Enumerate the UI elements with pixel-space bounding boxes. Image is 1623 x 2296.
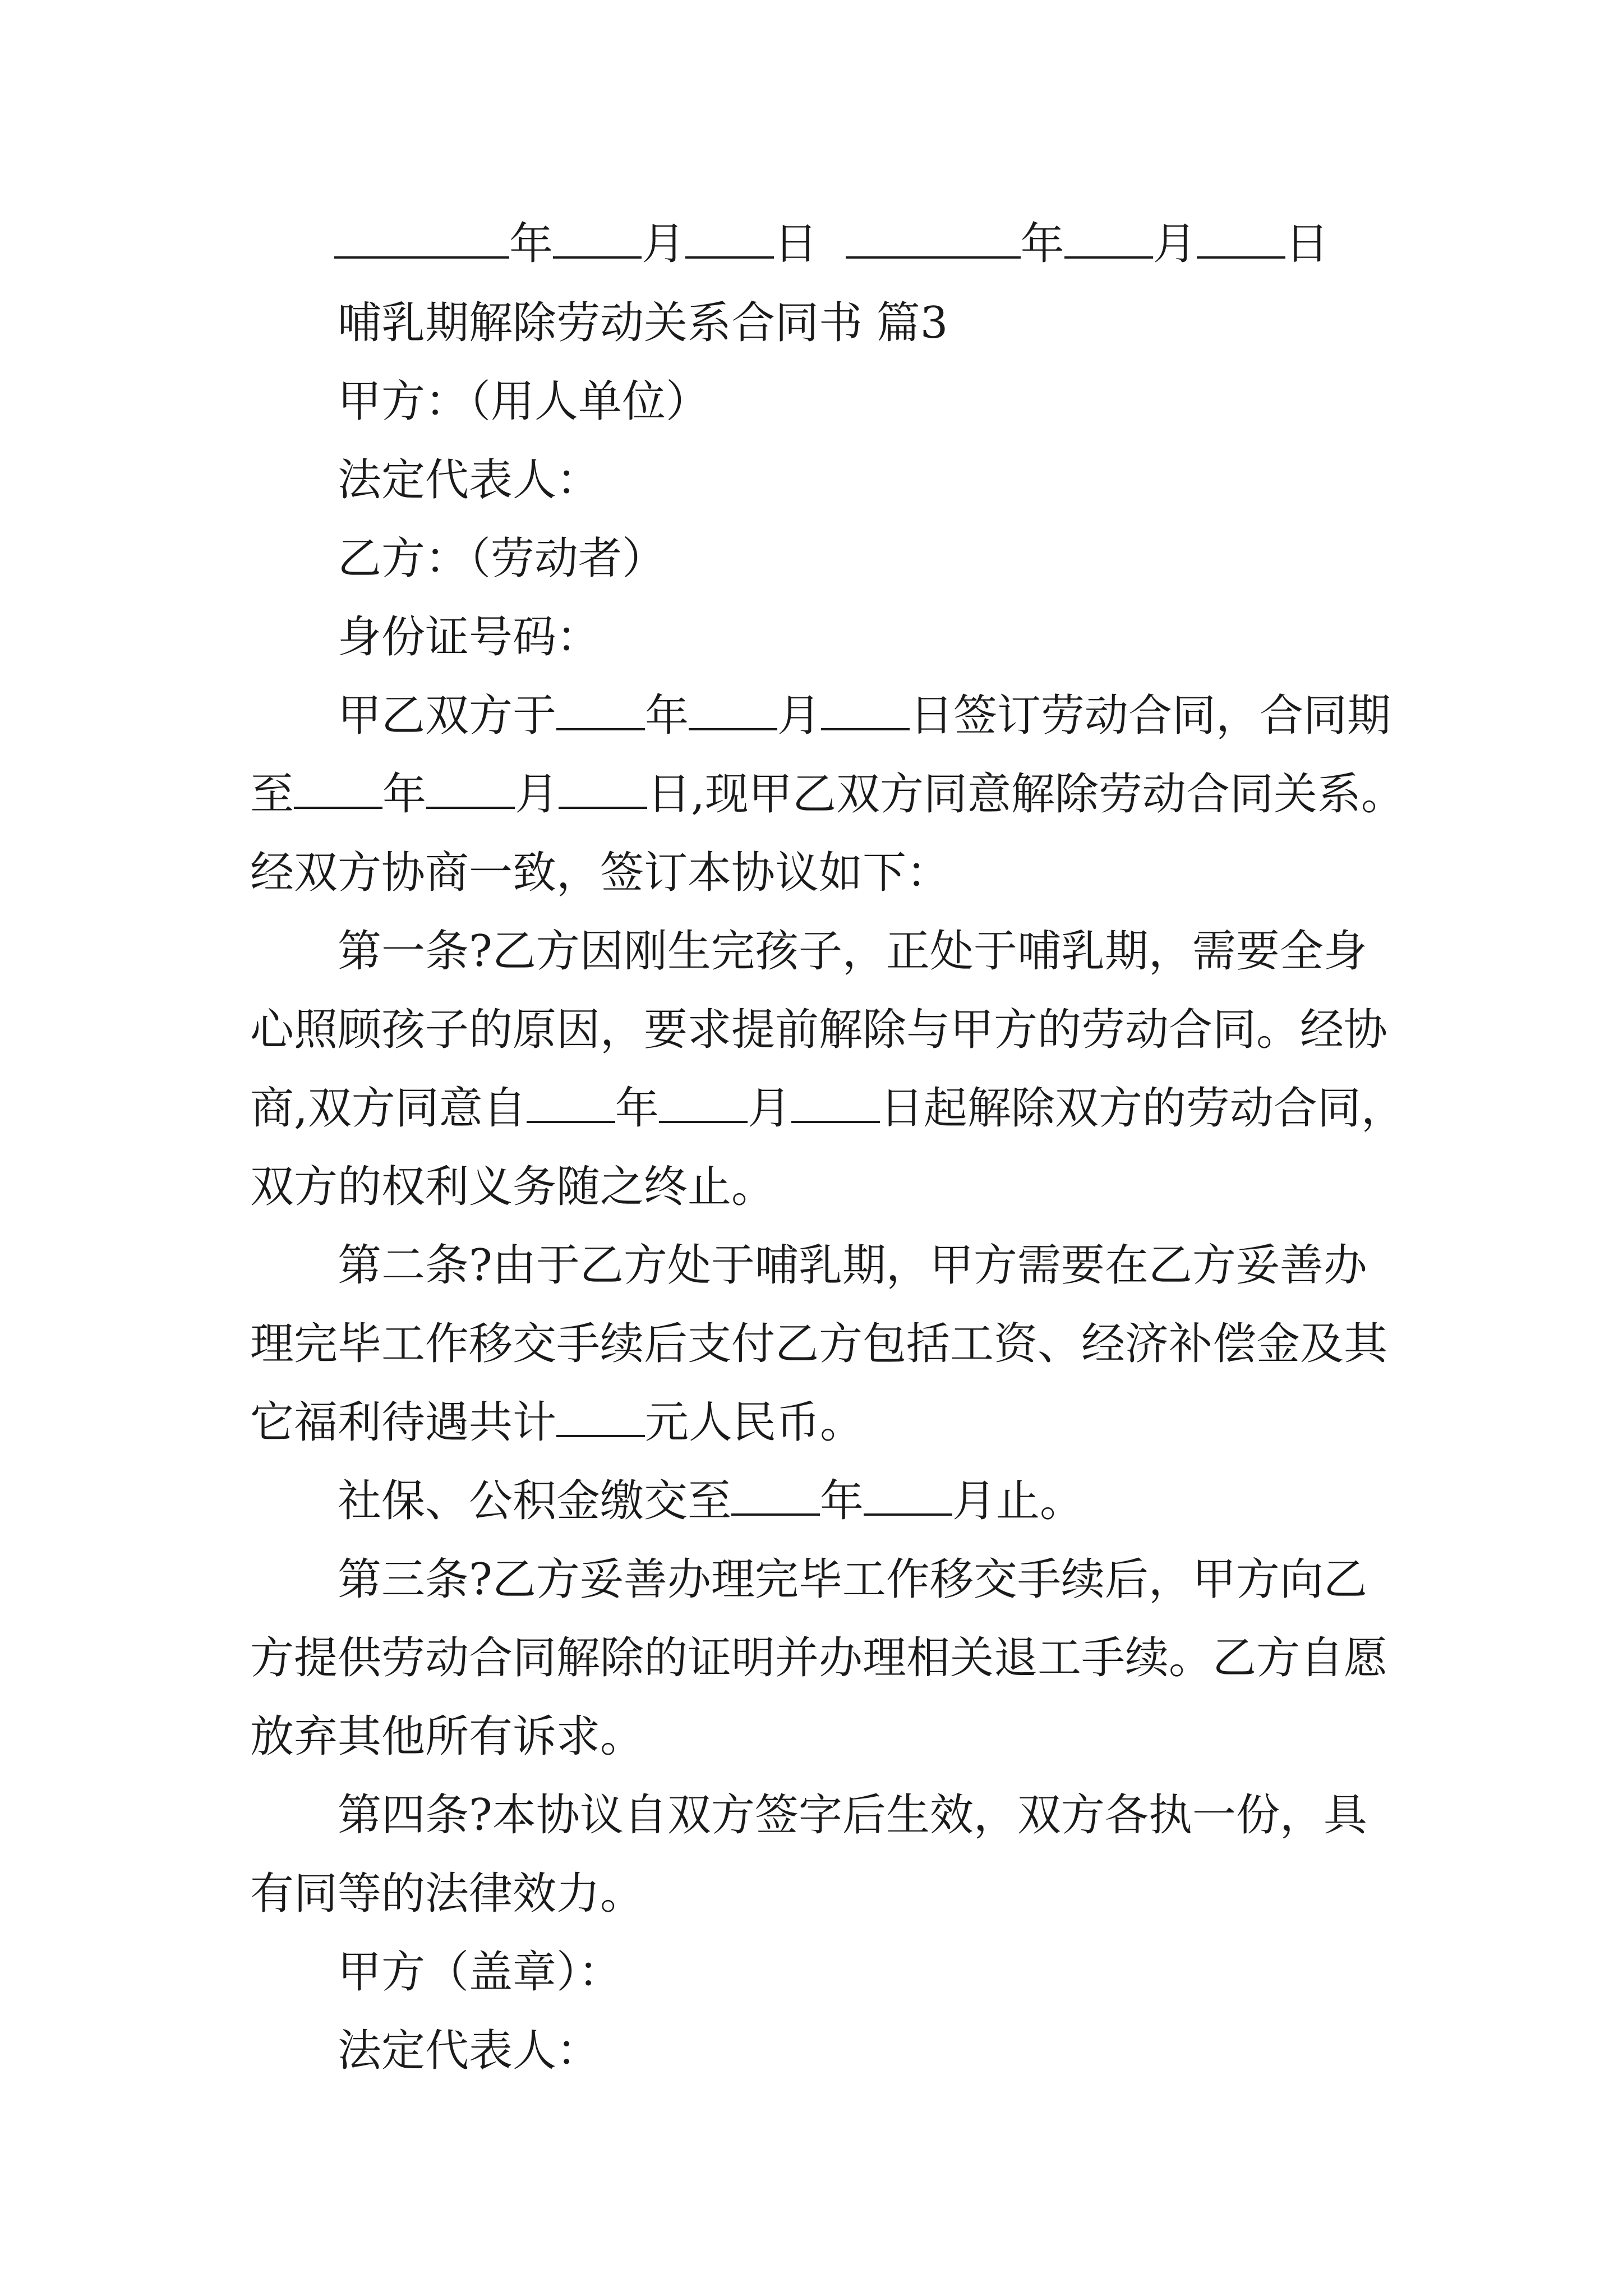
article2-line-2: 理完毕工作移交手续后支付乙方包括工资、经济补偿金及其 — [250, 1319, 1388, 1369]
intro-text: 年 — [382, 769, 427, 820]
article-text: 商,双方同意自 — [250, 1083, 527, 1134]
article2-line-3 — [250, 1395, 1377, 1451]
intro-line-3: 经双方协商一致，签订本协议如下： — [250, 848, 951, 898]
blank-field — [553, 217, 642, 259]
article2-line-1: 第二条?由于乙方处于哺乳期，甲方需要在乙方妥善办 — [338, 1240, 1367, 1291]
blank-field — [1064, 217, 1153, 259]
legal-rep-signature-line: 法定代表人： — [338, 2026, 601, 2076]
blank-field — [559, 767, 647, 809]
blank-field — [426, 767, 515, 809]
document-heading: 哺乳期解除劳动关系合同书 篇3 — [338, 298, 948, 348]
blank-field — [294, 767, 382, 809]
blank-field — [846, 217, 1021, 259]
seal-line: 甲方（盖章）： — [338, 1947, 623, 1998]
year-label: 年 — [1020, 219, 1064, 269]
blank-field — [556, 689, 645, 730]
intro-line-1 — [338, 688, 1465, 744]
blank-field — [689, 689, 777, 730]
intro-text: 月 — [515, 769, 559, 820]
article4-line-2: 有同等的法律效力。 — [250, 1869, 644, 1919]
blank-field — [334, 217, 509, 259]
article-text: 元人民币。 — [645, 1397, 864, 1448]
article-text: 它福利待遇共计 — [250, 1397, 557, 1448]
article1-line-3 — [250, 1080, 1405, 1137]
id-number-line: 身份证号码： — [338, 612, 601, 662]
article3-line-3: 放弃其他所有诉求。 — [250, 1711, 644, 1762]
blank-field — [556, 1396, 645, 1437]
social-text: 年 — [820, 1476, 864, 1526]
intro-text: 日,现甲乙双方同意解除劳动合同关系。 — [647, 769, 1405, 820]
article1-line-4: 双方的权利义务随之终止。 — [250, 1162, 776, 1212]
intro-text: 月 — [777, 691, 822, 741]
article-text: 年 — [615, 1083, 659, 1134]
social-text: 月止。 — [952, 1476, 1084, 1526]
month-label: 月 — [1152, 219, 1197, 269]
intro-text: 甲乙双方于 — [338, 691, 557, 741]
blank-field — [685, 217, 774, 259]
blank-field — [527, 1082, 615, 1123]
intro-text: 年 — [645, 691, 689, 741]
blank-field — [731, 1474, 820, 1516]
blank-field — [791, 1082, 880, 1123]
social-insurance-line — [338, 1473, 1465, 1529]
article-text: 月 — [747, 1083, 791, 1134]
article3-line-2: 方提供劳动合同解除的证明并办理相关退工手续。乙方自愿 — [250, 1633, 1388, 1683]
day-label: 日 — [774, 219, 818, 269]
blank-field — [1197, 217, 1285, 259]
article3-line-1: 第三条?乙方妥善办理完毕工作移交手续后，甲方向乙 — [338, 1554, 1367, 1605]
article1-line-1: 第一条?乙方因刚生完孩子，正处于哺乳期，需要全身 — [338, 926, 1367, 977]
blank-field — [659, 1082, 748, 1123]
blank-field — [864, 1474, 952, 1516]
article1-line-2: 心照顾孩子的原因，要求提前解除与甲方的劳动合同。经协 — [250, 1005, 1388, 1055]
party-b-line: 乙方：（劳动者） — [338, 533, 666, 584]
month-label: 月 — [642, 219, 686, 269]
social-text: 社保、公积金缴交至 — [338, 1476, 732, 1526]
article4-line-1: 第四条?本协议自双方签字后生效，双方各执一份，具 — [338, 1790, 1367, 1841]
year-label: 年 — [509, 219, 554, 269]
date-line — [334, 216, 1461, 272]
party-a-line: 甲方：（用人单位） — [338, 376, 710, 427]
legal-rep-line: 法定代表人： — [338, 455, 601, 505]
blank-field — [821, 689, 910, 730]
day-label: 日 — [1285, 219, 1329, 269]
article-text: 日起解除双方的劳动合同， — [879, 1083, 1405, 1134]
intro-text: 至 — [250, 769, 294, 820]
intro-line-2 — [250, 766, 1405, 822]
intro-text: 日签订劳动合同，合同期 — [910, 691, 1391, 741]
